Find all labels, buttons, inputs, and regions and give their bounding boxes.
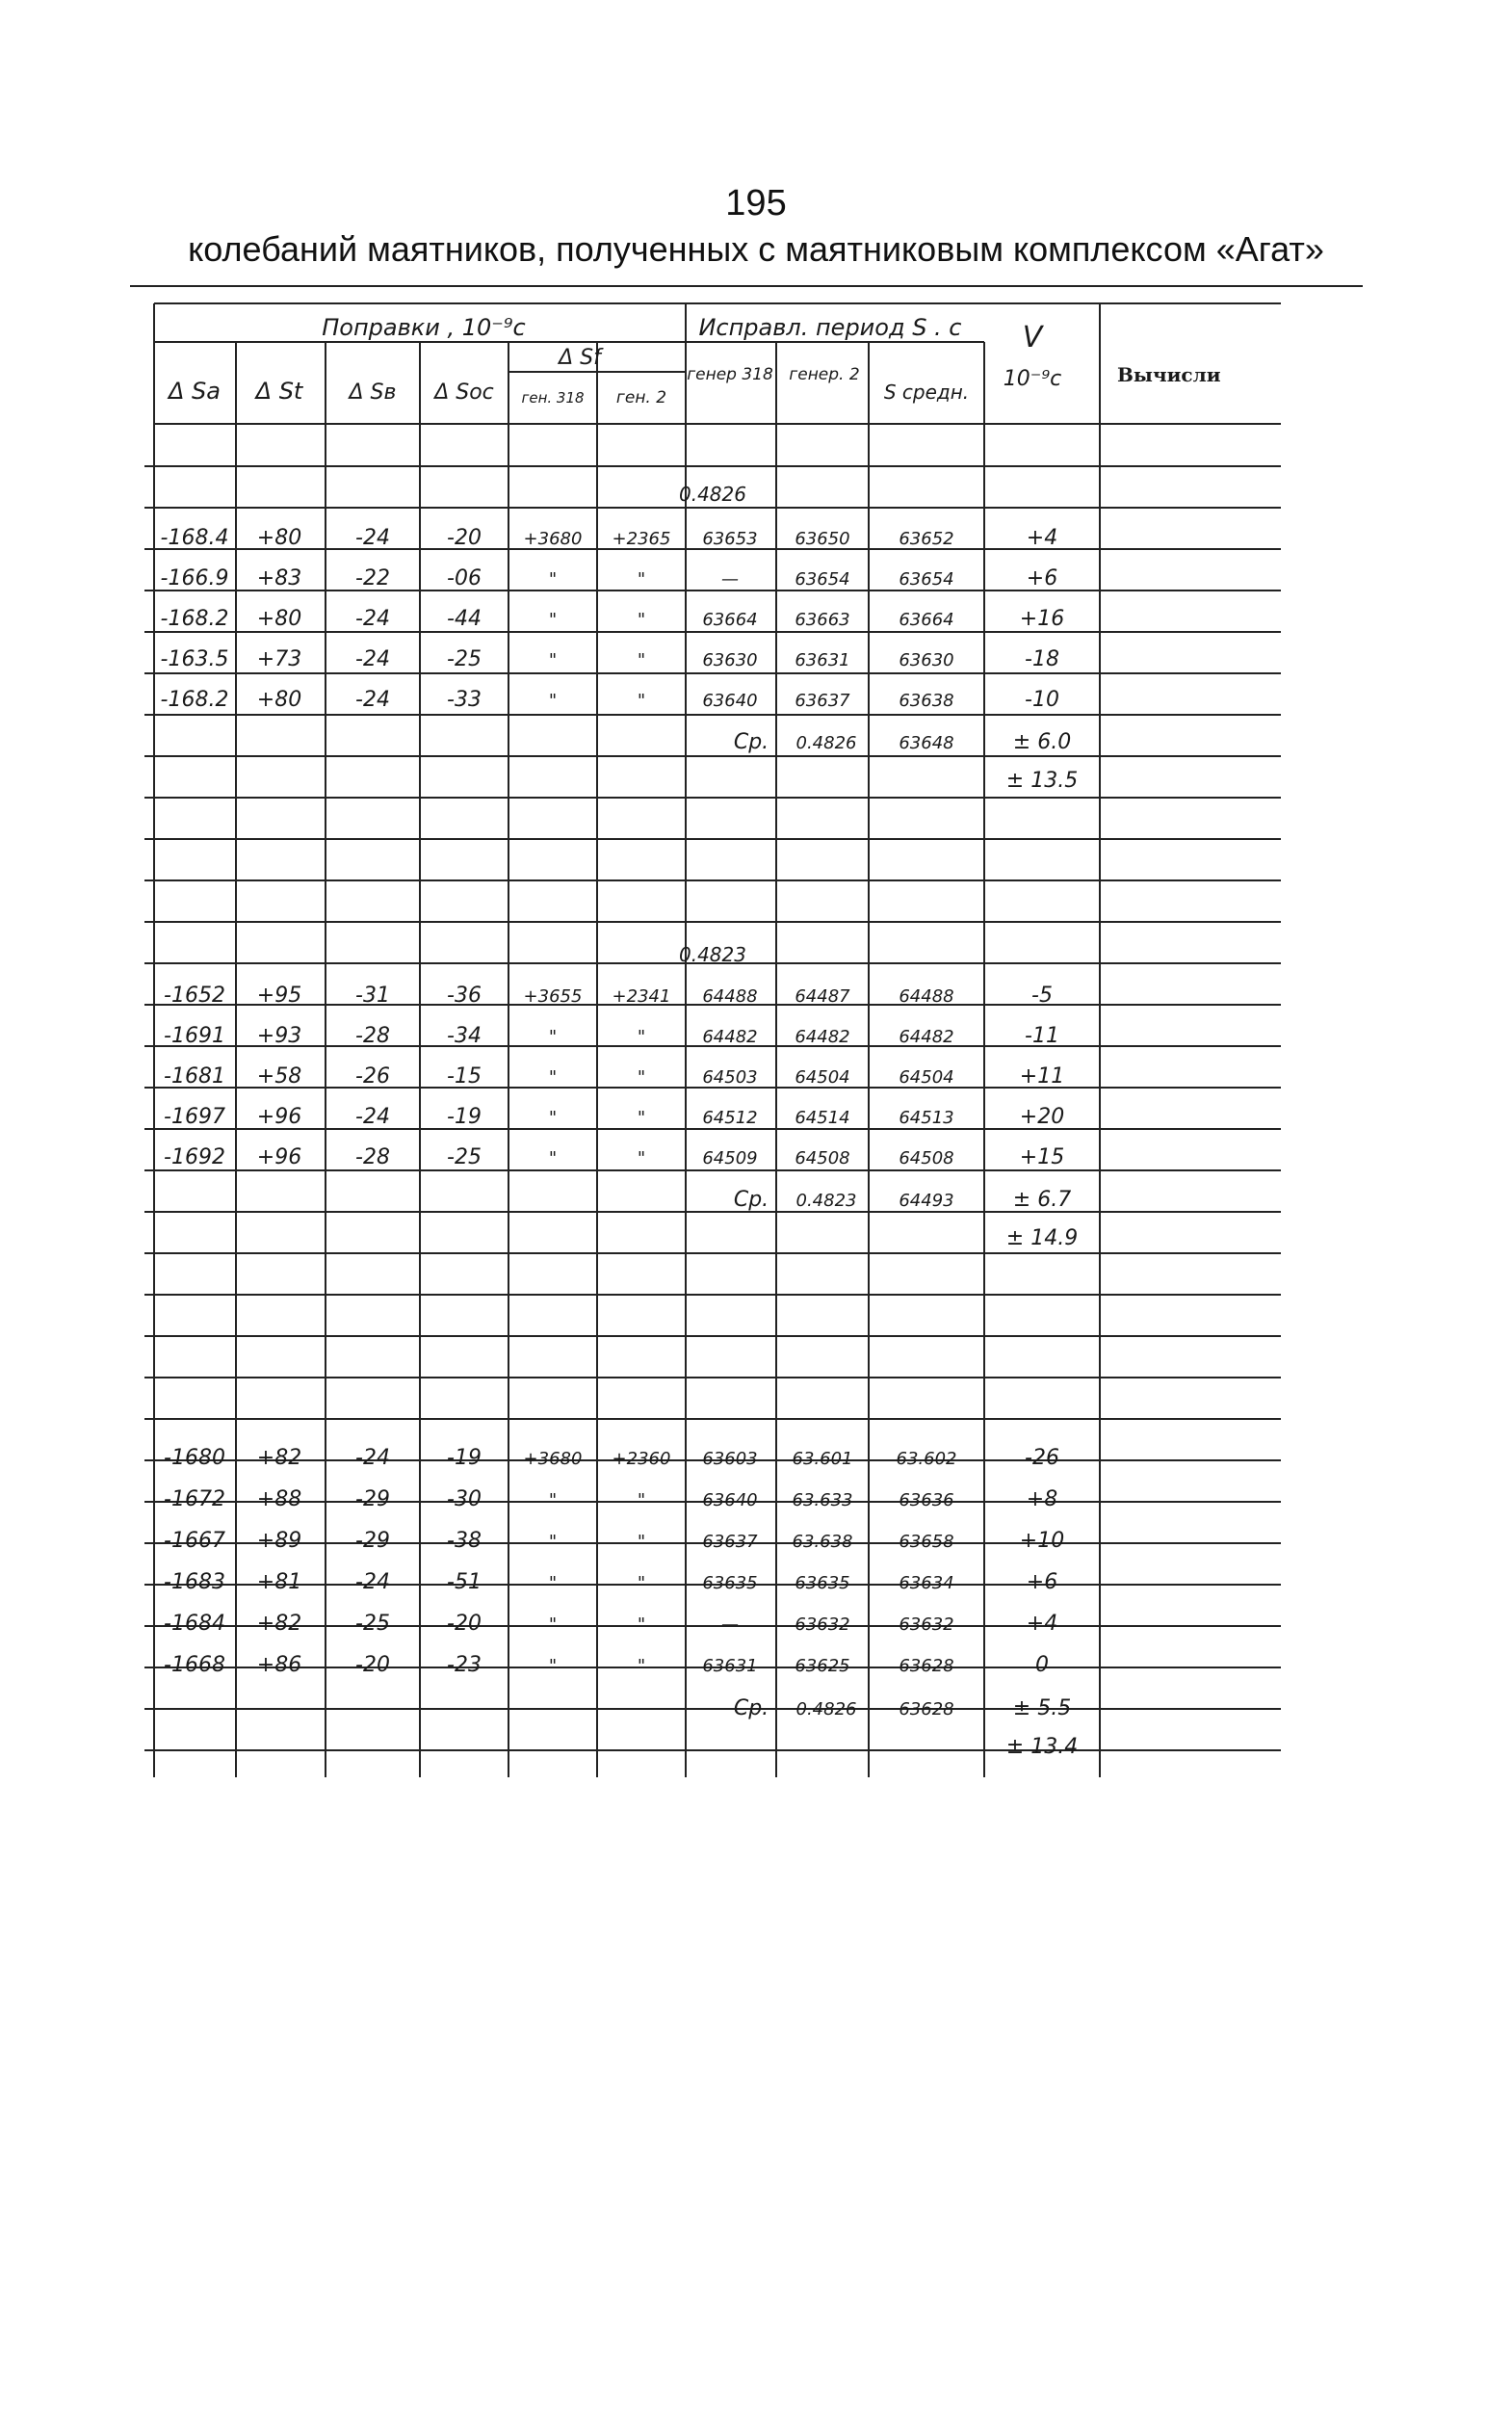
group-1-spread-v: ± 13.5 <box>1005 769 1079 793</box>
group-1-row-2-dsf-gen2: " <box>637 569 646 590</box>
group-3-row-6-dsa: -1668 <box>164 1653 225 1677</box>
group-3-row-5-dst: +82 <box>256 1612 302 1636</box>
group-3-row-3-v: +10 <box>1019 1529 1065 1553</box>
group-1-row-5-dst: +80 <box>256 688 302 712</box>
group-2-row-4-dsa: -1697 <box>164 1105 225 1129</box>
group-3-row-6-v: 0 <box>1035 1653 1049 1677</box>
group-1-row-4-dsa: -163.5 <box>160 647 229 671</box>
group-2-row-5-dsa: -1692 <box>164 1145 225 1169</box>
group-1-row-2-dsf-gen318: " <box>548 569 558 590</box>
group-2-row-1-dsoc: -36 <box>447 984 482 1008</box>
group-2-row-4-dst: +96 <box>256 1105 302 1129</box>
group-3-row-2-s-mean: 63636 <box>899 1490 954 1510</box>
col-gen2-small: ген. 2 <box>615 388 667 407</box>
group-1-row-3-dsa: -168.2 <box>160 607 229 631</box>
group-1-row-2-gen318: — <box>721 569 739 590</box>
group-3-row-4-dst: +81 <box>256 1570 302 1594</box>
group-3-mean-s: 63628 <box>899 1699 954 1719</box>
group-2-row-2-gen2: 64482 <box>795 1027 850 1047</box>
group-1-row-3-dsf-gen318: " <box>548 610 558 630</box>
corrections-label: Поправки , 10⁻⁹с <box>322 314 526 341</box>
col-dsoc: Δ Soc <box>434 381 494 405</box>
group-2-row-1-dsf-gen2: +2341 <box>612 986 671 1007</box>
group-1-row-1-s-mean: 63652 <box>899 529 954 549</box>
group-1-row-4-dsoc: -25 <box>447 647 482 671</box>
group-3-row-3-dst: +89 <box>256 1529 302 1553</box>
group-1-row-3-dst: +80 <box>256 607 302 631</box>
group-3-row-5-gen318: — <box>721 1614 739 1635</box>
group-1-row-2-gen2: 63654 <box>795 569 850 590</box>
group-3-row-3-dsb: -29 <box>355 1529 390 1553</box>
group-2-row-1-s-mean: 64488 <box>899 986 954 1007</box>
group-1-mean-value: 0.4826 <box>795 733 857 753</box>
group-3-row-6-gen2: 63625 <box>795 1656 850 1676</box>
group-2-row-5-dsoc: -25 <box>447 1145 482 1169</box>
group-1-row-4-dsb: -24 <box>355 647 390 671</box>
group-3-mean-v: ± 5.5 <box>1012 1696 1072 1720</box>
group-2-row-4-v: +20 <box>1019 1105 1065 1129</box>
group-1-row-4-dst: +73 <box>256 647 302 671</box>
group-1-row-2-s-mean: 63654 <box>899 569 954 590</box>
group-2-row-5-gen2: 64508 <box>795 1148 850 1168</box>
group-2-row-1-gen318: 64488 <box>702 986 758 1007</box>
group-1-mean-s: 63648 <box>899 733 954 753</box>
group-1-row-4-gen318: 63630 <box>702 650 758 670</box>
group-3-row-2-dsb: -29 <box>355 1487 390 1511</box>
group-1-row-5-s-mean: 63638 <box>899 691 954 711</box>
group-1-row-3-v: +16 <box>1019 607 1065 631</box>
group-2-row-3-s-mean: 64504 <box>899 1067 954 1088</box>
group-2-row-2-v: -11 <box>1025 1024 1059 1048</box>
group-1-row-4-v: -18 <box>1025 647 1059 671</box>
group-1-row-1-gen2: 63650 <box>795 529 850 549</box>
group-3-row-2-dsoc: -30 <box>447 1487 482 1511</box>
group-3-row-3-dsa: -1667 <box>164 1529 225 1553</box>
group-3-row-1-dsf-gen318: +3680 <box>523 1449 583 1469</box>
group-3-row-6-dsf-gen318: " <box>548 1656 558 1676</box>
group-1-row-1-dsf-gen2: +2365 <box>612 529 671 549</box>
group-1-row-2-v: +6 <box>1026 566 1058 591</box>
group-2-row-5-dst: +96 <box>256 1145 302 1169</box>
group-3-row-3-s-mean: 63658 <box>899 1532 954 1552</box>
group-2-row-4-dsb: -24 <box>355 1105 390 1129</box>
col-dsa: Δ Sa <box>169 378 221 405</box>
group-2-row-2-gen318: 64482 <box>702 1027 758 1047</box>
group-2-row-2-dsf-gen2: " <box>637 1027 646 1047</box>
group-2-row-1-dsa: -1652 <box>164 984 225 1008</box>
group-3-row-5-dsa: -1684 <box>164 1612 225 1636</box>
group-3-row-1-dsb: -24 <box>355 1446 390 1470</box>
group-2-row-2-s-mean: 64482 <box>899 1027 954 1047</box>
v-unit: 10⁻⁹с <box>1003 367 1062 391</box>
group-3-row-5-dsoc: -20 <box>447 1612 482 1636</box>
group-3-row-5-dsf-gen318: " <box>548 1614 558 1635</box>
group-2-row-5-dsf-gen318: " <box>548 1148 558 1168</box>
group-1-row-2-dsoc: -06 <box>447 566 482 591</box>
group-1-row-3-gen318: 63664 <box>702 610 758 630</box>
group-2-row-3-dsf-gen2: " <box>637 1067 646 1088</box>
group-2-row-1-dsf-gen318: +3655 <box>523 986 583 1007</box>
group-3-row-3-gen318: 63637 <box>702 1532 758 1552</box>
group-3-row-5-gen2: 63632 <box>795 1614 850 1635</box>
group-3-row-1-v: -26 <box>1025 1446 1059 1470</box>
group-3-row-4-dsoc: -51 <box>447 1570 482 1594</box>
group-1-row-2-dst: +83 <box>256 566 302 591</box>
group-1-row-4-dsf-gen2: " <box>637 650 646 670</box>
group-3-row-4-dsf-gen2: " <box>637 1573 646 1593</box>
group-2-row-4-dsf-gen2: " <box>637 1108 646 1128</box>
group-2-mean-v: ± 6.7 <box>1012 1188 1072 1212</box>
group-3-mean-value: 0.4826 <box>795 1699 857 1719</box>
v-label: V <box>1022 321 1043 354</box>
group-1-row-1-v: +4 <box>1026 526 1058 550</box>
group-1-row-3-dsoc: -44 <box>447 607 482 631</box>
group-2-row-2-dst: +93 <box>256 1024 302 1048</box>
group-1-row-2-dsa: -166.9 <box>160 566 229 591</box>
group-3-row-1-dsoc: -19 <box>447 1446 482 1470</box>
group-2-spread-v: ± 14.9 <box>1005 1226 1079 1250</box>
group-2-row-1-gen2: 64487 <box>795 986 850 1007</box>
group-3-row-6-dsb: -20 <box>355 1653 390 1677</box>
group-1-row-1-dsf-gen318: +3680 <box>523 529 583 549</box>
group-2-mean-value: 0.4823 <box>795 1191 857 1211</box>
col-gen318: генер 318 <box>687 365 773 384</box>
group-1-row-1-dsb: -24 <box>355 526 390 550</box>
group-2-row-5-s-mean: 64508 <box>899 1148 954 1168</box>
group-2-row-4-gen318: 64512 <box>702 1108 758 1128</box>
group-1-row-5-dsoc: -33 <box>447 688 482 712</box>
group-3-row-4-gen2: 63635 <box>795 1573 850 1593</box>
group-2-row-1-v: -5 <box>1031 984 1053 1008</box>
group-3-row-4-dsa: -1683 <box>164 1570 225 1594</box>
group-3-row-3-dsf-gen318: " <box>548 1532 558 1552</box>
group-2-row-3-dsoc: -15 <box>447 1064 482 1089</box>
group-2-row-3-dsb: -26 <box>355 1064 390 1089</box>
group-2-row-5-dsb: -28 <box>355 1145 390 1169</box>
group-2-row-5-gen318: 64509 <box>702 1148 758 1168</box>
group-2-row-3-gen2: 64504 <box>795 1067 850 1088</box>
group-3-row-1-dst: +82 <box>256 1446 302 1470</box>
group-3-row-6-dst: +86 <box>256 1653 302 1677</box>
group-1-row-1-gen318: 63653 <box>702 529 758 549</box>
group-3-row-1-dsa: -1680 <box>164 1446 225 1470</box>
group-3-row-2-gen2: 63.633 <box>792 1490 853 1510</box>
group-3-row-6-gen318: 63631 <box>702 1656 758 1676</box>
group-1-row-5-dsb: -24 <box>355 688 390 712</box>
group-2-row-4-gen2: 64514 <box>795 1108 850 1128</box>
group-2-mean-s: 64493 <box>899 1191 954 1211</box>
group-2-row-3-v: +11 <box>1019 1064 1065 1089</box>
group-1-row-3-dsf-gen2: " <box>637 610 646 630</box>
group-3-row-2-dsf-gen2: " <box>637 1490 646 1510</box>
group-1-row-3-s-mean: 63664 <box>899 610 954 630</box>
group-1-row-4-gen2: 63631 <box>795 650 850 670</box>
group-2-mean-label: Ср. <box>733 1188 769 1212</box>
group-3-row-4-dsf-gen318: " <box>548 1573 558 1593</box>
group-3-spread-v: ± 13.4 <box>1005 1735 1079 1759</box>
group-2-row-5-dsf-gen2: " <box>637 1148 646 1168</box>
group-3-row-3-dsf-gen2: " <box>637 1532 646 1552</box>
group-2-row-2-dsa: -1691 <box>164 1024 225 1048</box>
group-1-row-4-s-mean: 63630 <box>899 650 954 670</box>
group-2-row-5-v: +15 <box>1019 1145 1065 1169</box>
group-3-row-6-s-mean: 63628 <box>899 1656 954 1676</box>
group-1-row-5-gen2: 63637 <box>795 691 850 711</box>
group-3-row-1-s-mean: 63.602 <box>896 1449 957 1469</box>
col-dst: Δ St <box>255 378 303 405</box>
page-caption: колебаний маятников, полученных с маятниковым комплексом «Агат» <box>188 229 1324 269</box>
group-1-row-5-gen318: 63640 <box>702 691 758 711</box>
group-3-row-4-v: +6 <box>1026 1570 1058 1594</box>
computed-label: Вычисли <box>1117 363 1221 386</box>
group-3-row-2-dsf-gen318: " <box>548 1490 558 1510</box>
group-1-row-1-dsoc: -20 <box>447 526 482 550</box>
group-3-row-1-gen2: 63.601 <box>792 1449 853 1469</box>
group-1-mean-label: Ср. <box>733 730 769 754</box>
group-2-row-4-dsf-gen318: " <box>548 1108 558 1128</box>
group-3-row-5-v: +4 <box>1026 1612 1058 1636</box>
group-3-row-6-dsoc: -23 <box>447 1653 482 1677</box>
group-3-row-3-dsoc: -38 <box>447 1529 482 1553</box>
group-3-row-4-dsb: -24 <box>355 1570 390 1594</box>
group-3-row-2-dsa: -1672 <box>164 1487 225 1511</box>
group-1-row-5-dsf-gen318: " <box>548 691 558 711</box>
group-2-row-3-dsa: -1681 <box>164 1064 225 1089</box>
group-2-row-2-dsoc: -34 <box>447 1024 482 1048</box>
group-2-row-1-dsb: -31 <box>355 984 390 1008</box>
group-2-row-1-dst: +95 <box>256 984 302 1008</box>
group-1-row-5-v: -10 <box>1025 688 1059 712</box>
group-2-row-2-dsb: -28 <box>355 1024 390 1048</box>
page-number: 195 <box>725 183 787 223</box>
group-3-row-3-gen2: 63.638 <box>792 1532 853 1552</box>
group-3-row-2-dst: +88 <box>256 1487 302 1511</box>
dsf-label: Δ Sf <box>559 346 601 370</box>
group-1-row-5-dsa: -168.2 <box>160 688 229 712</box>
group-2-row-4-dsoc: -19 <box>447 1105 482 1129</box>
col-dsb: Δ Sв <box>349 381 397 405</box>
group-3-row-1-dsf-gen2: +2360 <box>612 1449 671 1469</box>
group-1-row-4-dsf-gen318: " <box>548 650 558 670</box>
group-3-row-2-v: +8 <box>1026 1487 1058 1511</box>
group-1-row-5-dsf-gen2: " <box>637 691 646 711</box>
group-1-row-3-dsb: -24 <box>355 607 390 631</box>
group-1-row-1-dsa: -168.4 <box>160 526 229 550</box>
group-3-row-4-s-mean: 63634 <box>899 1573 954 1593</box>
group-3-row-5-s-mean: 63632 <box>899 1614 954 1635</box>
group-2-row-4-s-mean: 64513 <box>899 1108 954 1128</box>
group-1-row-2-dsb: -22 <box>355 566 390 591</box>
col-gen318-small: ген. 318 <box>521 389 585 407</box>
group-1-row-1-dst: +80 <box>256 526 302 550</box>
group-2-row-3-dsf-gen318: " <box>548 1067 558 1088</box>
group-3-row-2-gen318: 63640 <box>702 1490 758 1510</box>
group-2-row-3-dst: +58 <box>256 1064 302 1089</box>
group-3-mean-label: Ср. <box>733 1696 769 1720</box>
group-3-row-5-dsf-gen2: " <box>637 1614 646 1635</box>
col-smean: S средн. <box>883 381 970 404</box>
group-1-ref-value: 0.4826 <box>679 483 746 506</box>
group-1-mean-v: ± 6.0 <box>1012 730 1072 754</box>
group-1-row-3-gen2: 63663 <box>795 610 850 630</box>
group-3-row-5-dsb: -25 <box>355 1612 390 1636</box>
group-3-row-1-gen318: 63603 <box>702 1449 758 1469</box>
group-3-row-6-dsf-gen2: " <box>637 1656 646 1676</box>
group-2-ref-value: 0.4823 <box>679 943 746 966</box>
group-2-row-3-gen318: 64503 <box>702 1067 758 1088</box>
group-3-row-4-gen318: 63635 <box>702 1573 758 1593</box>
group-2-row-2-dsf-gen318: " <box>548 1027 558 1047</box>
corrected-period-label: Исправл. период S . с <box>698 314 962 341</box>
col-gen2: генер. 2 <box>789 365 860 384</box>
